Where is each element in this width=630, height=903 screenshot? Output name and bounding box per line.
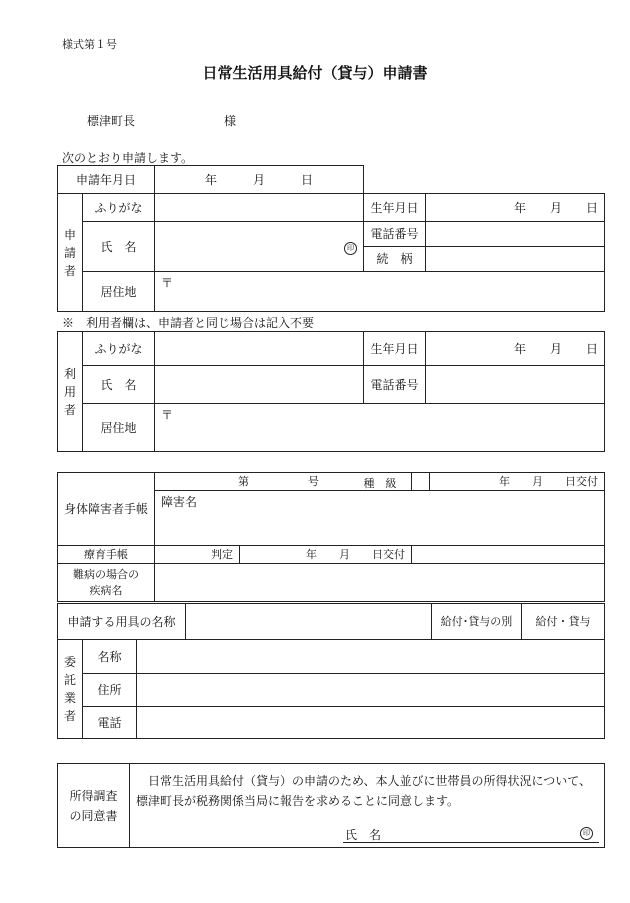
disability-field[interactable]	[155, 491, 605, 546]
applicant-phone-field[interactable]	[426, 222, 605, 247]
ryoiku-label: 療育手帳	[58, 546, 155, 564]
user-phone-field[interactable]	[426, 366, 605, 404]
contractor-address-field[interactable]	[137, 674, 605, 707]
applicant-birth-label: 生年月日	[364, 194, 426, 222]
contractor-name-label: 名称	[83, 640, 137, 674]
applicant-furigana-label: ふりがな	[83, 194, 155, 222]
user-address-field[interactable]	[155, 404, 605, 452]
equipment-table	[57, 603, 605, 640]
user-address-label: 居住地	[83, 404, 155, 452]
applicant-relation-label: 続 柄	[364, 247, 426, 272]
handbook-table	[57, 472, 605, 602]
applicant-name-label: 氏 名	[83, 222, 155, 272]
handbook-issued-field[interactable]: 年 月 日交付	[430, 473, 605, 491]
contractor-address-label: 住所	[83, 674, 137, 707]
application-date-label: 申請年月日	[58, 166, 155, 194]
disability-label: 障害名	[161, 495, 198, 509]
applicant-table	[57, 193, 605, 312]
ryoiku-judgement-label: 判定	[155, 546, 240, 564]
handbook-grade-label	[412, 473, 430, 491]
intro-text: 次のとおり申請します。	[62, 151, 194, 165]
user-phone-label: 電話番号	[364, 366, 426, 404]
application-date-table	[57, 165, 364, 194]
equipment-name-field[interactable]	[186, 604, 432, 640]
disease-field[interactable]	[155, 564, 605, 602]
equipment-name-label: 申請する用具の名称	[58, 604, 186, 640]
user-table	[57, 331, 605, 452]
user-furigana-field[interactable]	[155, 332, 364, 366]
seal-icon: 印	[344, 242, 357, 255]
postal-mark: 〒	[161, 276, 174, 290]
equipment-type-field[interactable]: 給付・貸与	[522, 604, 605, 640]
user-birth-label: 生年月日	[364, 332, 426, 366]
handbook-number-field[interactable]: 第 号	[155, 473, 412, 491]
user-name-label: 氏 名	[83, 366, 155, 404]
consent-text: 日常生活用具給付（貸与）の申請のため、本人並びに世帯員の所得状況について、標津町長が税務関係当局に報告を求めることに同意します。	[136, 774, 592, 808]
applicant-address-field[interactable]	[155, 272, 605, 312]
contractor-name-field[interactable]	[137, 640, 605, 674]
applicant-furigana-field[interactable]	[155, 194, 364, 222]
page-title: 日常生活用具給付（貸与）申請書	[202, 64, 428, 82]
applicant-address-label: 居住地	[83, 272, 155, 312]
applicant-birth-field[interactable]: 年 月 日	[426, 194, 605, 222]
contractor-table	[57, 639, 605, 739]
user-name-field[interactable]	[155, 366, 364, 404]
disease-label: 難病の場合の 疾病名	[58, 564, 155, 602]
ryoiku-issued-field[interactable]: 年 月 日交付	[240, 546, 412, 564]
addressee-honorific: 様	[224, 114, 237, 128]
applicant-relation-field[interactable]	[426, 247, 605, 272]
consent-signature-line[interactable]	[343, 826, 599, 843]
application-date-field[interactable]: 年 月 日	[155, 166, 364, 194]
applicant-side-label: 申 請 者	[58, 194, 83, 312]
user-furigana-label: ふりがな	[83, 332, 155, 366]
applicant-phone-label: 電話番号	[364, 222, 426, 247]
grade-label: 種 級	[363, 477, 397, 490]
user-note: ※ 利用者欄は、申請者と同じ場合は記入不要	[62, 316, 315, 330]
contractor-phone-label: 電話	[83, 707, 137, 739]
postal-mark: 〒	[161, 408, 174, 422]
ryoiku-extra-field[interactable]	[412, 546, 605, 564]
equipment-type-label: 給付･貸与の別	[432, 604, 522, 640]
user-birth-field[interactable]: 年 月 日	[426, 332, 605, 366]
user-side-label: 利 用 者	[58, 332, 83, 452]
seal-icon: 印	[580, 827, 593, 840]
consent-label: 所得調査 の同意書	[58, 764, 130, 848]
form-number: 様式第１号	[62, 38, 117, 51]
consent-sign-label: 氏 名	[345, 828, 382, 842]
applicant-name-field[interactable]	[155, 222, 364, 272]
handbook-label: 身体障害者手帳	[58, 473, 155, 546]
addressee-name: 標津町長	[87, 114, 136, 128]
contractor-phone-field[interactable]	[137, 707, 605, 739]
contractor-side-label: 委 託 業 者	[58, 640, 83, 739]
